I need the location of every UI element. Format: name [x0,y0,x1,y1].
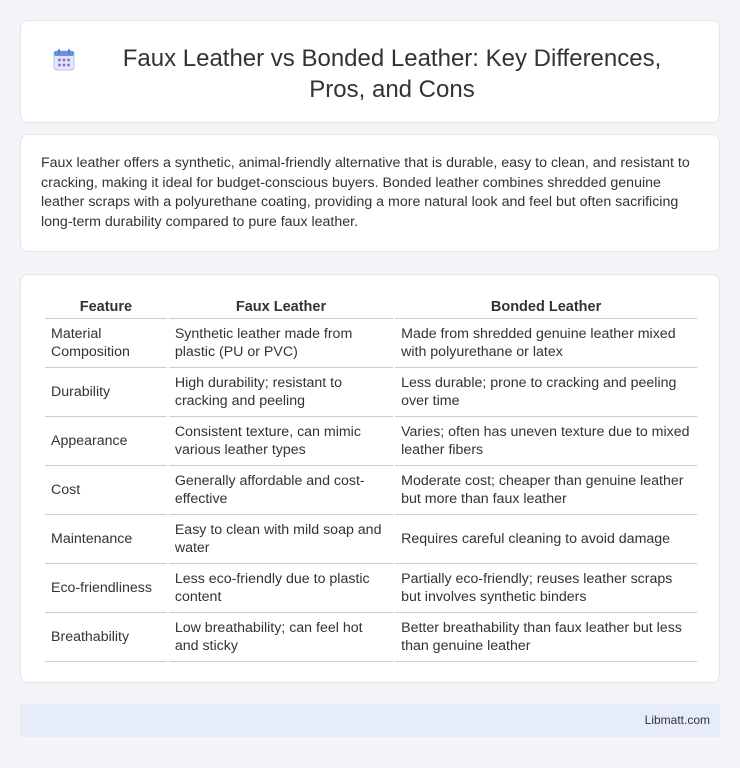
footer-site-link[interactable]: Libmatt.com [644,713,710,727]
faux-leather-cell: Less eco-friendly due to plastic content [169,564,393,613]
bonded-leather-cell: Less durable; prone to cracking and peeling over time [395,368,697,417]
header-bonded-leather: Bonded Leather [395,296,697,319]
comparison-card [20,274,720,683]
faux-leather-cell: Consistent texture, can mimic various leather types [169,417,393,466]
faux-leather-cell: Low breathability; can feel hot and sticky [169,613,393,662]
faux-leather-cell: Synthetic leather made from plastic (PU or PVC) [169,319,393,368]
page-title: Faux Leather vs Bonded Leather: Key Differences, Pros, and Cons [122,45,662,103]
bonded-leather-cell: Partially eco-friendly; reuses leather scraps but involves synthetic binders [395,564,697,613]
header-feature: Feature [45,296,167,319]
feature-cell: Cost [45,466,167,515]
title-card [20,20,720,123]
footer [20,704,720,737]
bonded-leather-cell: Better breathability than faux leather but less than genuine leather [395,613,697,662]
comparison-table [43,296,699,662]
table-row [45,417,697,466]
bonded-leather-cell: Made from shredded genuine leather mixed with polyurethane or latex [395,319,697,368]
title-row [21,21,719,105]
table-row [45,319,697,368]
feature-cell: Appearance [45,417,167,466]
bonded-leather-cell: Moderate cost; cheaper than genuine leather but more than faux leather [395,466,697,515]
header-faux-leather: Faux Leather [169,296,393,319]
faux-leather-cell: Easy to clean with mild soap and water [169,515,393,564]
feature-cell: Maintenance [45,515,167,564]
faux-leather-cell: Generally affordable and cost-effective [169,466,393,515]
feature-cell: Material Composition [45,319,167,368]
summary-paragraph: Faux leather offers a synthetic, animal-friendly alternative that is durable, easy to clean, and resistant to cracking, making it ideal for budget-conscious buyers. Bonded leather combines shredded genuine leather scraps with a polyurethane coating, providing a more natural look and feel but often sacrificing long-term durability compared to pure faux leather. [41,155,690,230]
feature-cell: Eco-friendliness [45,564,167,613]
calendar-icon [51,47,77,73]
table-header-row [45,296,697,319]
faux-leather-cell: High durability; resistant to cracking and peeling [169,368,393,417]
table-row [45,613,697,662]
summary-card [20,134,720,252]
feature-cell: Breathability [45,613,167,662]
bonded-leather-cell: Varies; often has uneven texture due to mixed leather fibers [395,417,697,466]
table-row [45,368,697,417]
table-row [45,466,697,515]
bonded-leather-cell: Requires careful cleaning to avoid damage [395,515,697,564]
feature-cell: Durability [45,368,167,417]
table-row [45,564,697,613]
table-row [45,515,697,564]
